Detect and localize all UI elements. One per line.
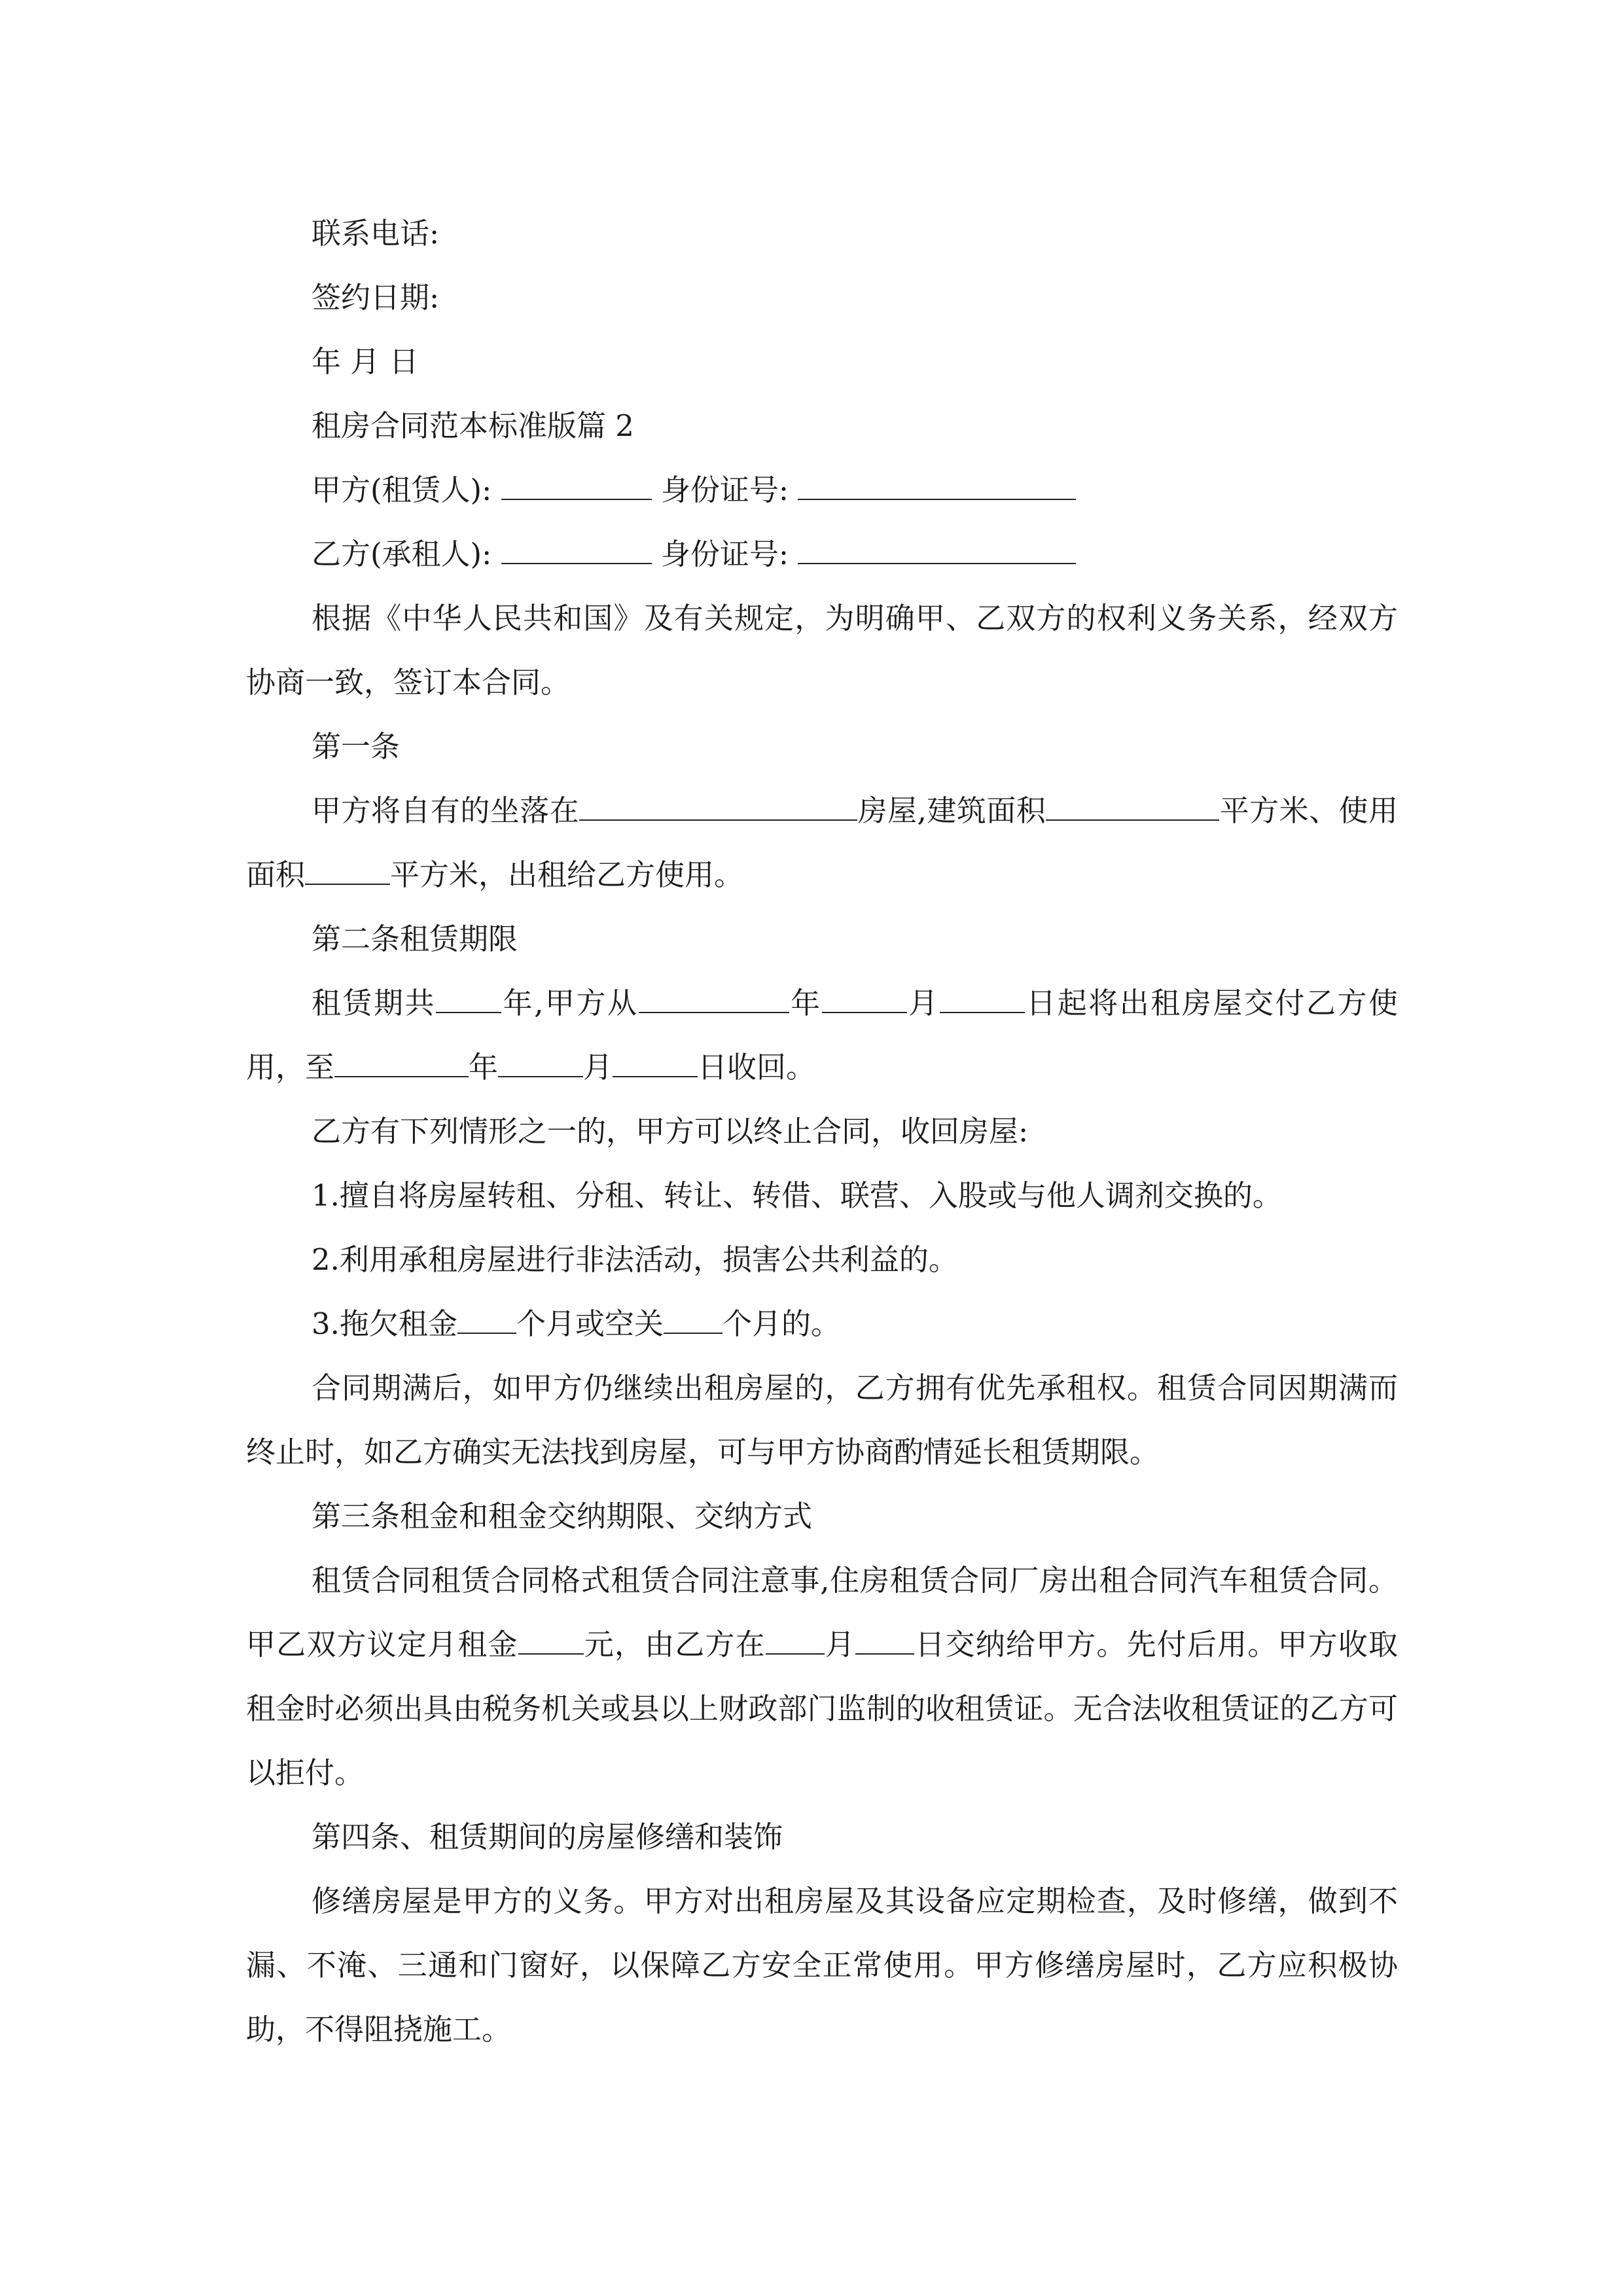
start-month-blank xyxy=(822,986,907,1013)
item-3-text-b: 个月或空关 xyxy=(516,1306,664,1341)
end-day-blank xyxy=(613,1050,698,1077)
article-3-title: 第三条租金和租金交纳期限、交纳方式 xyxy=(312,1499,813,1534)
pay-month-blank xyxy=(766,1627,825,1655)
article-3-text-a: 租赁合同租赁合同格式租赁合同注意事,住房租赁合同厂房出租合同汽车租赁合同。甲乙双方议定月租金 xyxy=(246,1563,1398,1662)
end-year-blank xyxy=(334,1050,469,1077)
party-a-id-label: 身份证号: xyxy=(660,473,789,507)
party-a-name-blank xyxy=(501,473,652,500)
start-day-blank xyxy=(940,986,1025,1013)
article-2-text-e: 日起将出租房屋交付乙方使用，至 xyxy=(246,986,1398,1085)
term-years-blank xyxy=(436,986,501,1013)
article-4-paragraph: 修缮房屋是甲方的义务。甲方对出租房屋及其设备应定期检查，及时修缮，做到不漏、不淹、三通和门窗好，以保障乙方安全正常使用。甲方修缮房屋时，乙方应积极协助，不得阻挠施工。 xyxy=(246,1884,1398,2047)
party-b-label: 乙方(承租人): xyxy=(312,537,492,571)
party-b-line xyxy=(246,522,1398,586)
pay-day-blank xyxy=(855,1627,914,1655)
article-1-text-c: 平方米、使用面积 xyxy=(246,793,1398,892)
party-b-id-label: 身份证号: xyxy=(660,537,789,571)
article-2-paragraph xyxy=(246,971,1398,1100)
article-3-text-b: 元，由乙方在 xyxy=(583,1627,766,1662)
monthly-rent-blank xyxy=(518,1627,584,1655)
renewal-paragraph: 合同期满后，如甲方仍继续出租房屋的，乙方拥有优先承租权。租赁合同因期满而终止时，如乙方确实无法找到房屋，可与甲方协商酌情延长租赁期限。 xyxy=(246,1371,1398,1469)
document-body xyxy=(246,202,1398,2062)
article-1-text-a: 甲方将自有的坐落在 xyxy=(312,793,580,828)
item-3-text-c: 个月的。 xyxy=(722,1306,840,1341)
article-2-text-h: 日收回。 xyxy=(698,1050,816,1085)
end-month-blank xyxy=(498,1050,583,1077)
party-a-id-blank xyxy=(798,473,1076,500)
location-blank xyxy=(579,793,857,821)
article-2-text-d: 月 xyxy=(906,986,940,1020)
article-3-paragraph xyxy=(246,1549,1398,1805)
article-2-title: 第二条租赁期限 xyxy=(312,922,518,956)
article-2-text-a: 租赁期共 xyxy=(312,986,437,1020)
article-1-text-b: 房屋,建筑面积 xyxy=(857,793,1046,828)
article-1-text-d: 平方米，出租给乙方使用。 xyxy=(390,857,744,892)
article-1-title: 第一条 xyxy=(312,729,401,764)
terminate-item-3 xyxy=(246,1292,1398,1356)
article-2-text-f: 年 xyxy=(469,1050,499,1085)
article-4-title: 第四条、租赁期间的房屋修缮和装饰 xyxy=(312,1820,783,1854)
date-placeholder-line: 年 月 日 xyxy=(312,344,419,379)
arrears-months-blank xyxy=(457,1306,516,1334)
item-3-text-a: 3.拖欠租金 xyxy=(312,1306,457,1341)
building-area-blank xyxy=(1046,793,1219,821)
section-title: 租房合同范本标准版篇 2 xyxy=(312,408,634,443)
article-2-text-b: 年,甲方从 xyxy=(501,986,639,1020)
vacant-months-blank xyxy=(664,1306,722,1334)
intro-paragraph: 根据《中华人民共和国》及有关规定，为明确甲、乙双方的权利义务关系，经双方协商一致，签订本合同。 xyxy=(246,601,1398,700)
party-a-line xyxy=(246,458,1398,522)
party-a-label: 甲方(租赁人): xyxy=(312,473,492,507)
party-b-id-blank xyxy=(798,537,1076,564)
article-1-paragraph xyxy=(246,779,1398,907)
article-3-text-c: 月 xyxy=(824,1627,856,1662)
sign-date-line: 签约日期: xyxy=(312,280,440,315)
party-b-name-blank xyxy=(501,537,652,564)
terminate-item-2: 2.利用承租房屋进行非法活动，损害公共利益的。 xyxy=(312,1242,958,1277)
article-2-text-c: 年 xyxy=(789,986,822,1020)
article-2-text-g: 月 xyxy=(583,1050,613,1085)
terminate-clause: 乙方有下列情形之一的，甲方可以终止合同，收回房屋: xyxy=(312,1114,1029,1149)
start-year-blank xyxy=(639,986,789,1013)
article-3-text-d: 日交纳给甲方。先付后用。甲方收取租金时必须出具由税务机关或县以上财政部门监制的收租赁证。无合法收租赁证的乙方可以拒付。 xyxy=(246,1627,1398,1790)
phone-line: 联系电话: xyxy=(312,216,440,251)
usable-area-blank xyxy=(305,857,390,885)
terminate-item-1: 1.擅自将房屋转租、分租、转让、转借、联营、入股或与他人调剂交换的。 xyxy=(312,1178,1282,1213)
